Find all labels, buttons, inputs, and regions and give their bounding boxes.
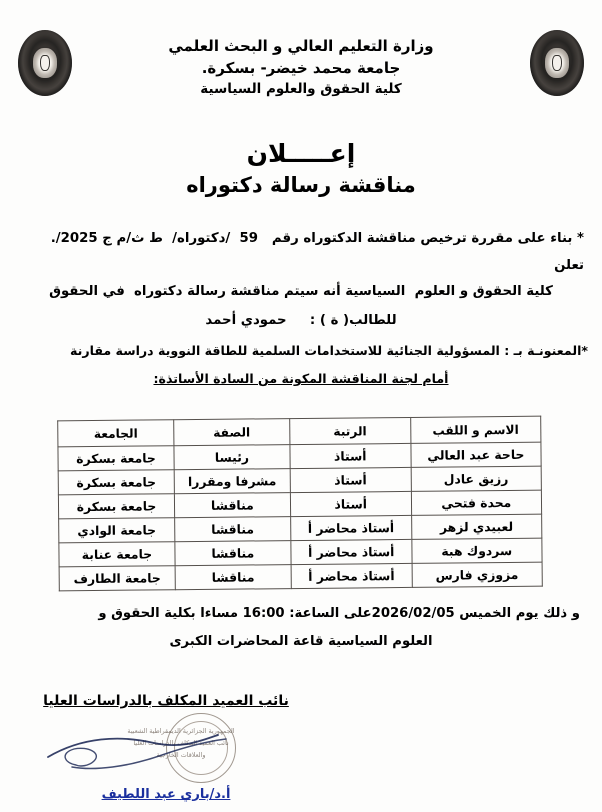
student-label: للطالب( ة ) :	[309, 312, 397, 328]
column-header-role: الصفة	[174, 419, 290, 446]
thesis-title: المسؤولية الجنائية للاستخدامات السلمية للطاقة النووية دراسة مقارنة	[69, 343, 500, 358]
cell-university: جامعة الوادي	[59, 518, 175, 543]
cell-rank: أستاذ محاضر أ	[290, 515, 411, 540]
ministry-line: وزارة التعليم العالي و البحث العلمي	[168, 37, 434, 55]
schedule-line-2: العلوم السياسية قاعة المحاضرات الكبرى	[169, 633, 433, 649]
cell-university: جامعة بسكرة	[58, 470, 174, 495]
signatory-name: أ.د/باري عبد اللطيف	[101, 787, 231, 802]
jury-table	[57, 416, 543, 592]
cell-rank: أستاذ	[290, 443, 411, 468]
cell-role: مناقشا	[174, 493, 290, 518]
cell-rank: أستاذ	[290, 491, 411, 516]
cell-name: مزوزي فارس	[412, 562, 543, 587]
jury-intro-line	[14, 366, 588, 391]
cell-rank: أستاذ محاضر أ	[291, 563, 412, 588]
cell-university: جامعة بسكرة	[58, 446, 174, 471]
table-row	[59, 562, 542, 591]
stamp-line-1: الجمهورية الجزائرية الديمقراطية الشعبية	[127, 727, 235, 735]
cell-name: لعبيدي لزهر	[411, 514, 542, 539]
faculty-line: كلية الحقوق والعلوم السياسية	[200, 80, 402, 97]
official-stamp	[16, 711, 316, 783]
cell-name: محدة فتحي	[411, 490, 542, 515]
cell-university: جامعة الطارف	[59, 566, 175, 591]
jury-intro-text: أمام لجنة المناقشة المكونة من السادة الأساتذة:	[153, 371, 449, 387]
stamp-line-3: والعلاقات الخارجية	[156, 751, 206, 760]
cell-role: مشرفا ومقررا	[174, 469, 290, 494]
intro-line-1: * بناء على مقررة ترخيص مناقشة الدكتوراه رقم 59 /دكتوراه/ ط ث/م ج 2025/. تعلن	[46, 231, 584, 273]
cell-name: رزيق عادل	[411, 466, 542, 491]
cell-university: جامعة بسكرة	[58, 494, 174, 519]
page-title: إعـــــلان	[246, 139, 356, 168]
signatory-title: نائب العميد المكلف بالدراسات العليا	[43, 693, 289, 709]
page-subtitle: مناقشة رسالة دكتوراه	[186, 172, 416, 197]
schedule-block	[22, 600, 580, 655]
university-line: جامعة محمد خيضر- بسكرة.	[201, 58, 401, 77]
jury-table-wrapper	[57, 416, 543, 592]
cell-rank: أستاذ	[290, 467, 411, 492]
column-header-university: الجامعة	[58, 420, 174, 447]
cell-name: سردوك هبة	[411, 538, 542, 563]
signature-block	[16, 690, 316, 802]
thesis-label: *المعنونـة بـ :	[504, 343, 588, 358]
column-header-name: الاسم و اللقب	[410, 416, 541, 443]
cell-rank: أستاذ محاضر أ	[291, 539, 412, 564]
cell-role: مناقشا	[175, 517, 291, 542]
schedule-line-1: و ذلك يوم الخميس 2026/02/05على الساعة: 16:00 مساءا بكلية الحقوق و	[98, 606, 580, 621]
cell-role: مناقشا	[175, 541, 291, 566]
title-block	[0, 140, 602, 198]
column-header-rank: الرتبة	[290, 417, 411, 444]
header-text-block	[0, 36, 602, 99]
cell-role: مناقشا	[175, 565, 291, 590]
cell-role: رئيسا	[174, 445, 290, 470]
stamp-text	[86, 725, 276, 762]
intro-block	[18, 226, 584, 334]
thesis-block	[14, 338, 588, 391]
thesis-title-line	[14, 338, 588, 363]
cell-name: حاحة عبد العالي	[411, 442, 542, 467]
student-name: حمودي أحمد	[205, 312, 287, 328]
stamp-line-2: نائب العميد المكلف بالدراسات العليا	[133, 739, 229, 748]
student-line	[18, 308, 584, 335]
document-header	[0, 14, 602, 114]
cell-university: جامعة عنابة	[59, 542, 175, 567]
intro-line-2: كلية الحقوق و العلوم السياسية أنه سيتم مناقشة رسالة دكتوراه في الحقوق	[49, 284, 553, 300]
